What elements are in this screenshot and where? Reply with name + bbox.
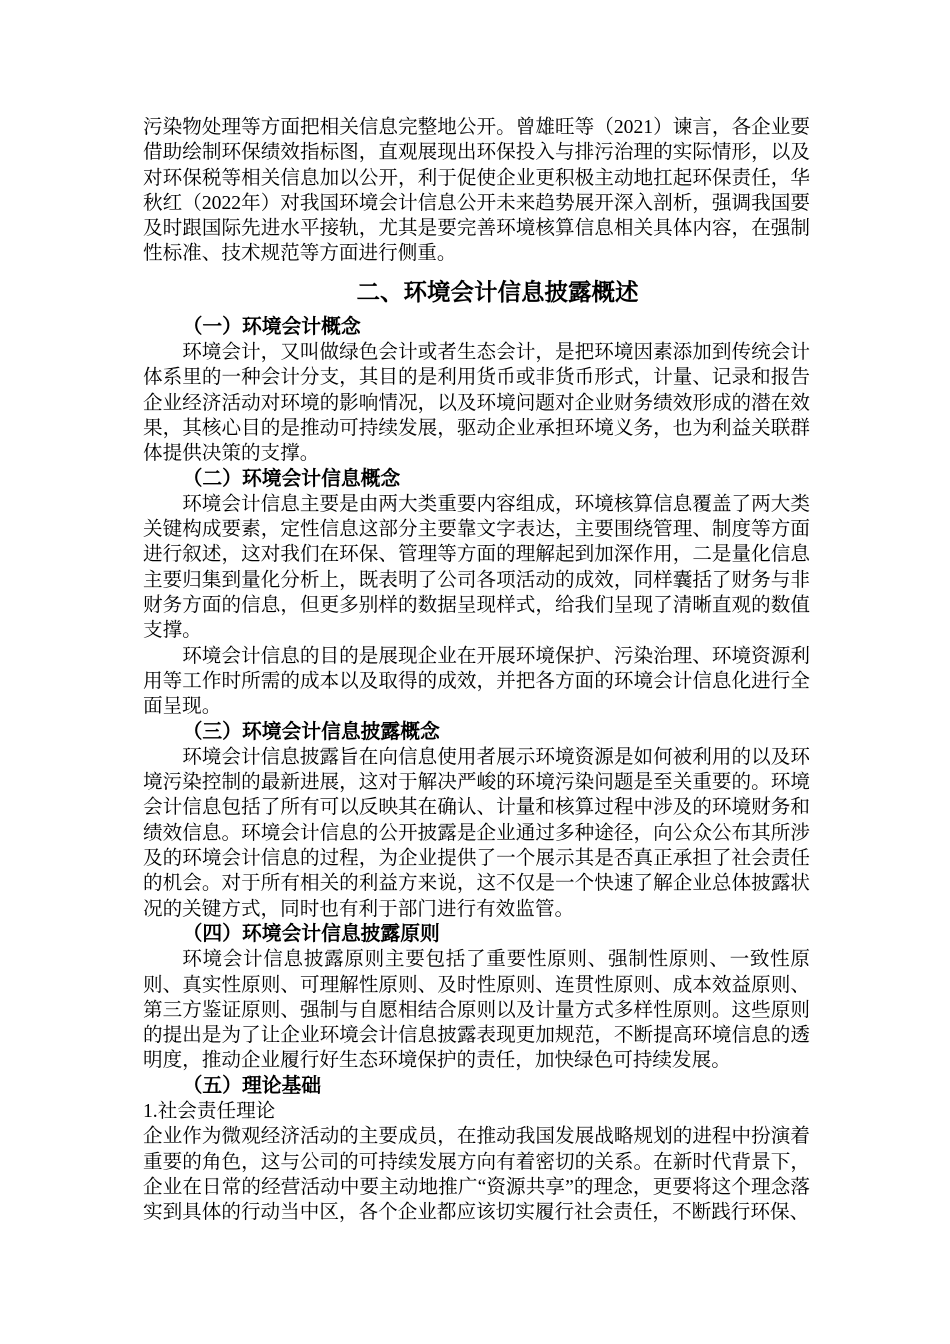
subheading-environmental-accounting-information-concept: （二）环境会计信息概念	[182, 467, 401, 490]
paragraph-disclosure-principles: 环境会计信息披露原则主要包括了重要性原则、强制性原则、一致性原则、真实性原则、可理解性原则、及时性原则、连贯性原则、成本效益原则、第三方鉴证原则、强制与自愿相结合原则以及计量方式多样性原则。这些原则的提出是为了让企业环境会计信息披露表现更加规范，不断提高环境信息的透明度，推动企业履行好生态环境保护的责任，加快绿色可持续发展。	[143, 949, 810, 1072]
numbered-item-social-responsibility-theory: 1.社会责任理论	[143, 1100, 276, 1122]
subheading-theoretical-basis: （五）理论基础	[182, 1074, 322, 1097]
paragraph-environmental-accounting-concept: 环境会计，又叫做绿色会计或者生态会计，是把环境因素添加到传统会计体系里的一种会计分支，其目的是利用货币或非货币形式，计量、记录和报告企业经济活动对环境的影响情况，以及环境问题对企业财务绩效形成的潜在效果，其核心目的是推动可持续发展，驱动企业承担环境义务，也为利益关联群体提供决策的支撑。	[143, 342, 810, 465]
paragraph-disclosure-concept: 环境会计信息披露旨在向信息使用者展示环境资源是如何被利用的以及环境污染控制的最新进展，这对于解决严峻的环境污染问题是至关重要的。环境会计信息包括了所有可以反映其在确认、计量和核算过程中涉及的环境财务和绩效信息。环境会计信息的公开披露是企业通过多种途径，向公众公布其所涉及的环境会计信息的过程，为企业提供了一个展示其是否真正承担了社会责任的机会。对于所有相关的利益方来说，这不仅是一个快速了解企业总体披露状况的关键方式，同时也有利于部门进行有效监管。	[143, 746, 810, 920]
subheading-environmental-accounting-concept: （一）环境会计概念	[182, 315, 361, 338]
paragraph-information-composition: 环境会计信息主要是由两大类重要内容组成，环境核算信息覆盖了两大类关键构成要素，定性信息这部分主要靠文字表达，主要围绕管理、制度等方面进行叙述，这对我们在环保、管理等方面的理解起到加深作用，二是量化信息主要归集到量化分析上，既表明了公司各项活动的成效，同样囊括了财务与非财务方面的信息，但更多别样的数据呈现样式，给我们呈现了清晰直观的数值支撑。	[143, 493, 810, 642]
subheading-disclosure-principles: （四）环境会计信息披露原则	[182, 922, 440, 945]
paragraph-social-responsibility-theory: 企业作为微观经济活动的主要成员，在推动我国发展战略规划的进程中扮演着重要的角色，这与公司的可持续发展方向有着密切的关系。在新时代背景下，企业在日常的经营活动中要主动地推广“资源共享”的理念，更要将这个理念落实到具体的行动当中区，各个企业都应该切实履行社会责任，不断践行环保、	[143, 1126, 810, 1224]
subheading-disclosure-concept: （三）环境会计信息披露概念	[182, 720, 440, 743]
paragraph-information-purpose: 环境会计信息的目的是展现企业在开展环境保护、污染治理、环境资源利用等工作时所需的成本以及取得的成效，并把各方面的环境会计信息化进行全面呈现。	[143, 645, 810, 718]
section-title: 二、环境会计信息披露概述	[356, 278, 639, 305]
intro-paragraph: 污染物处理等方面把相关信息完整地公开。曾雄旺等（2021）谏言，各企业要借助绘制环保绩效指标图，直观展现出环保投入与排污治理的实际情形，以及对环保税等相关信息加以公开，利于促使企业更积极主动地扛起环保责任，华秋红（2022年）对我国环境会计信息公开未来趋势展开深入剖析，强调我国要及时跟国际先进水平接轨，尤其是要完善环境核算信息相关具体内容，在强制性标准、技术规范等方面进行侧重。	[143, 117, 810, 265]
